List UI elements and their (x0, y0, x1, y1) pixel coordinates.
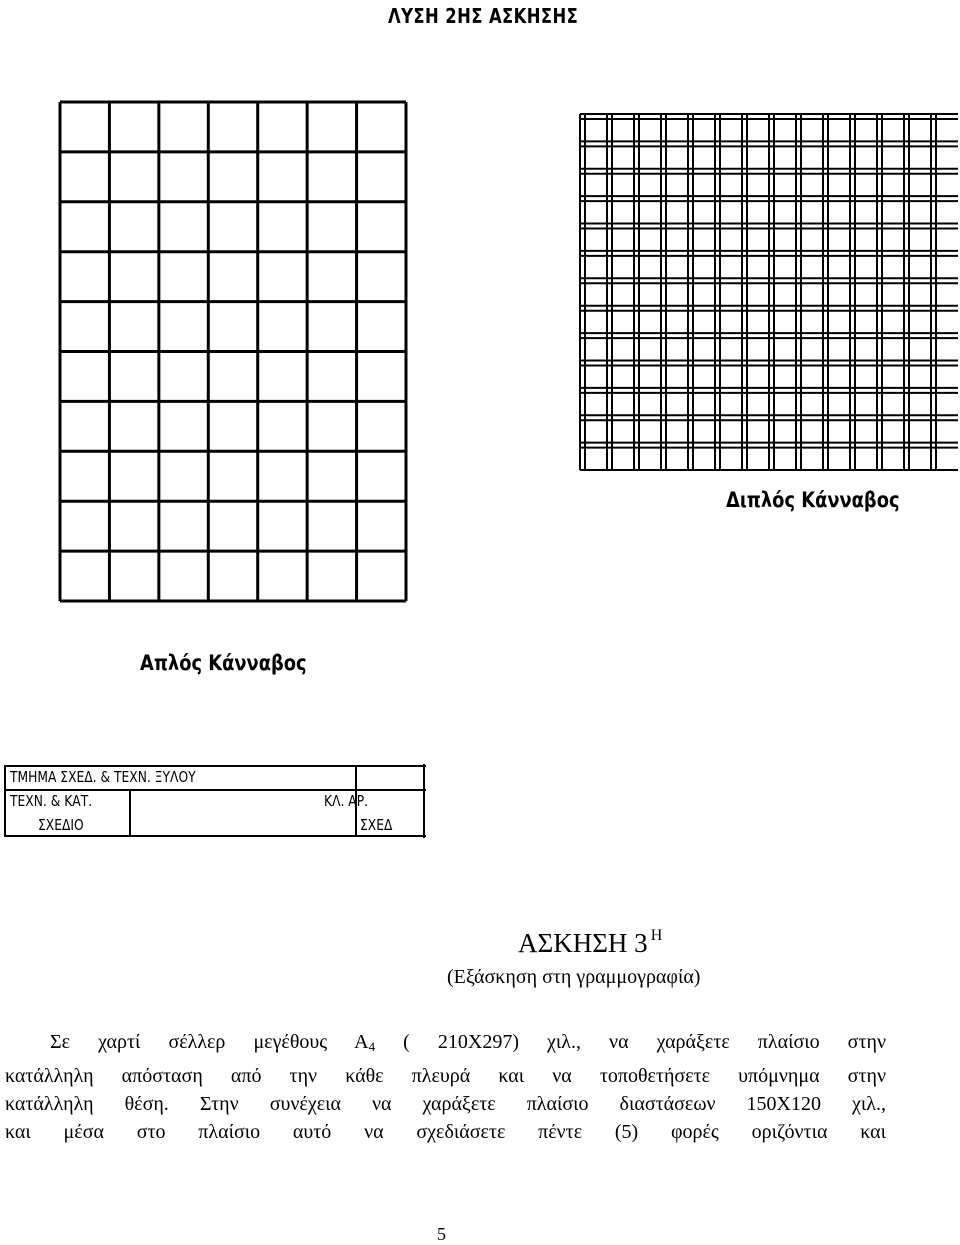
title-block-drawing-number: ΣΧΕΔ (360, 816, 393, 834)
body-line-2: κατάλληλη απόσταση από την κάθε πλευρά και να τοποθετήσετε υπόμνημα στην (5, 1065, 886, 1087)
exercise-title: ΑΣΚΗΣΗ 3 $^H$ (518, 927, 663, 958)
title-block-drawing-label: ΣΧΕΔΙΟ (38, 816, 84, 834)
title-block (4, 764, 426, 838)
body-line-4: και μέσα στο πλαίσιο αυτό να σχεδιάσετε πέντε (5) φορές οριζόντια και (5, 1121, 886, 1143)
single-canvas-grid (58, 100, 408, 603)
body-line-1: Σε χαρτί σέλλερ μεγέθους $A_4$ ( 210Χ297) χιλ., να χαράξετε πλαίσιο στην (50, 1031, 886, 1054)
title-block-department: ΤΜΗΜΑ ΣΧΕΔ. & ΤΕΧΝ. ΞΥΛΟΥ (10, 768, 196, 786)
double-canvas-caption: Διπλός Κάνναβος (726, 488, 900, 512)
title-block-number-label: ΚΛ. ΑΡ. (324, 792, 369, 810)
body-line-3: κατάλληλη θέση. Στην συνέχεια να χαράξετε πλαίσιο διαστάσεων 150Χ120 χιλ., (5, 1093, 886, 1115)
title-block-course: ΤΕΧΝ. & ΚΑΤ. (10, 792, 93, 810)
page-number: 5 (437, 1224, 446, 1244)
page-heading: ΛΥΣΗ 2ΗΣ ΑΣΚΗΣΗΣ (388, 4, 579, 28)
single-canvas-caption: Απλός Κάνναβος (140, 651, 307, 675)
double-canvas-grid (578, 112, 960, 472)
exercise-subtitle: (Εξάσκηση στη γραμμογραφία) (447, 966, 701, 988)
